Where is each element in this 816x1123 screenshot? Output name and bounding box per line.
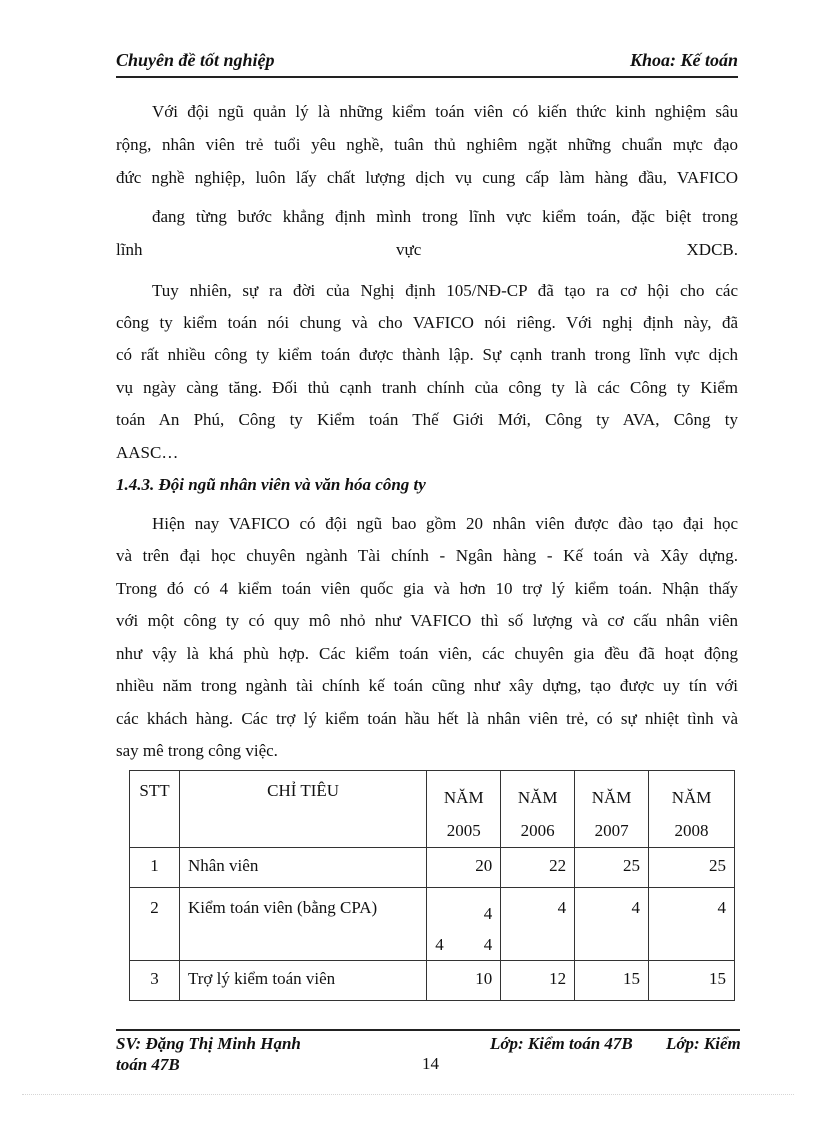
cell-value: 4 [501, 888, 575, 961]
footer-class-2: Lớp: Kiểm [666, 1034, 741, 1053]
cell-stt: 2 [130, 888, 180, 961]
section-heading: 1.4.3. Đội ngũ nhân viên và văn hóa công ty [116, 475, 426, 494]
cell-stt: 1 [130, 848, 180, 888]
table-row [130, 848, 735, 888]
word: vực [396, 240, 422, 259]
cell-value: 20 [427, 848, 501, 888]
header-year: NĂM 2007 [575, 771, 649, 848]
footer-student-cont: toán 47B [116, 1055, 180, 1074]
cell-stt: 3 [130, 961, 180, 1001]
footer-student: SV: Đặng Thị Minh Hạnh [116, 1034, 301, 1053]
paragraph-line: Trong đó có 4 kiểm toán viên quốc gia và hơn 10 trợ lý kiểm toán. Nhận thấy [116, 579, 738, 598]
cell-value: 22 [501, 848, 575, 888]
cell-value: 15 [575, 961, 649, 1001]
header-left: Chuyên đề tốt nghiệp [116, 50, 275, 70]
staff-table [129, 770, 735, 1001]
header-year: NĂM 2008 [649, 771, 735, 848]
paragraph-line: công ty kiểm toán nói chung và cho VAFICO nói riêng. Với nghị định này, đã [116, 313, 738, 332]
paragraph-line: các khách hàng. Các trợ lý kiểm toán hầu hết là nhân viên trẻ, có sự nhiệt tình và [116, 709, 738, 728]
header-stt: STT [130, 771, 180, 848]
cell-value: 4 [575, 888, 649, 961]
paragraph-line: AASC… [116, 443, 179, 462]
table-row [130, 888, 735, 961]
paragraph-line: với một công ty có quy mô nhỏ như VAFICO thì số lượng và cơ cấu nhân viên [116, 611, 738, 630]
paragraph-line: Tuy nhiên, sự ra đời của Nghị định 105/NĐ-CP đã tạo ra cơ hội cho các [152, 281, 738, 300]
paragraph-line: vụ ngày càng tăng. Đối thủ cạnh tranh chính của công ty là các Công ty Kiểm [116, 378, 738, 397]
paragraph-line: say mê trong công việc. [116, 741, 278, 760]
paragraph-line: có rất nhiều công ty kiểm toán được thành lập. Sự cạnh tranh trong lĩnh vực dịch [116, 345, 738, 364]
paragraph-line: và trên đại học chuyên ngành Tài chính - Ngân hàng - Kế toán và Xây dựng. [116, 546, 738, 565]
paragraph-line: toán An Phú, Công ty Kiểm toán Thế Giới Mới, Công ty AVA, Công ty [116, 410, 738, 429]
cell-label: Nhân viên [179, 848, 426, 888]
table-header-row [130, 771, 735, 848]
cell-extra-value: 4 [435, 935, 444, 954]
word: XDCB. [686, 240, 738, 259]
cell-label: Trợ lý kiểm toán viên [179, 961, 426, 1001]
page-bottom-divider [22, 1094, 794, 1095]
cell-value: 4 [649, 888, 735, 961]
cell-value: 12 [501, 961, 575, 1001]
footer-class: Lớp: Kiểm toán 47B [490, 1034, 633, 1053]
paragraph-line: Hiện nay VAFICO có đội ngũ bao gồm 20 nhân viên được đào tạo đại học [152, 514, 738, 533]
paragraph-line: nhiều năm trong ngành tài chính kế toán cũng như xây dựng, tạo được uy tín với [116, 676, 738, 695]
cell-extra-value: 4 [483, 935, 493, 954]
header-indicator: CHỈ TIÊU [179, 771, 426, 848]
footer-rule [116, 1029, 740, 1031]
paragraph-line: đang từng bước khẳng định mình trong lĩnh vực kiểm toán, đặc biệt trong [152, 207, 738, 226]
cell-value: 25 [575, 848, 649, 888]
paragraph-line: đức nghề nghiệp, luôn lấy chất lượng dịch vụ cung cấp làm hàng đầu, VAFICO [116, 168, 738, 187]
header-year: NĂM 2006 [501, 771, 575, 848]
cell-value: 15 [649, 961, 735, 1001]
header-right: Khoa: Kế toán [629, 50, 738, 70]
cell-label: Kiểm toán viên (bằng CPA) [179, 888, 426, 961]
page-number: 14 [422, 1054, 439, 1073]
page-header [116, 46, 738, 78]
word: lĩnh [116, 240, 143, 259]
cell-value: 4 4 4 [427, 888, 501, 961]
header-year: NĂM 2005 [427, 771, 501, 848]
paragraph-line: Với đội ngũ quản lý là những kiểm toán viên có kiến thức kinh nghiệm sâu [152, 102, 738, 121]
cell-value: 25 [649, 848, 735, 888]
table-row [130, 961, 735, 1001]
paragraph-line: như vậy là khá phù hợp. Các kiểm toán viên, các chuyên gia đều đã hoạt động [116, 644, 738, 663]
paragraph-line: rộng, nhân viên trẻ tuổi yêu nghề, tuân thủ nghiêm ngặt những chuẩn mực đạo [116, 135, 738, 154]
cell-value: 10 [427, 961, 501, 1001]
